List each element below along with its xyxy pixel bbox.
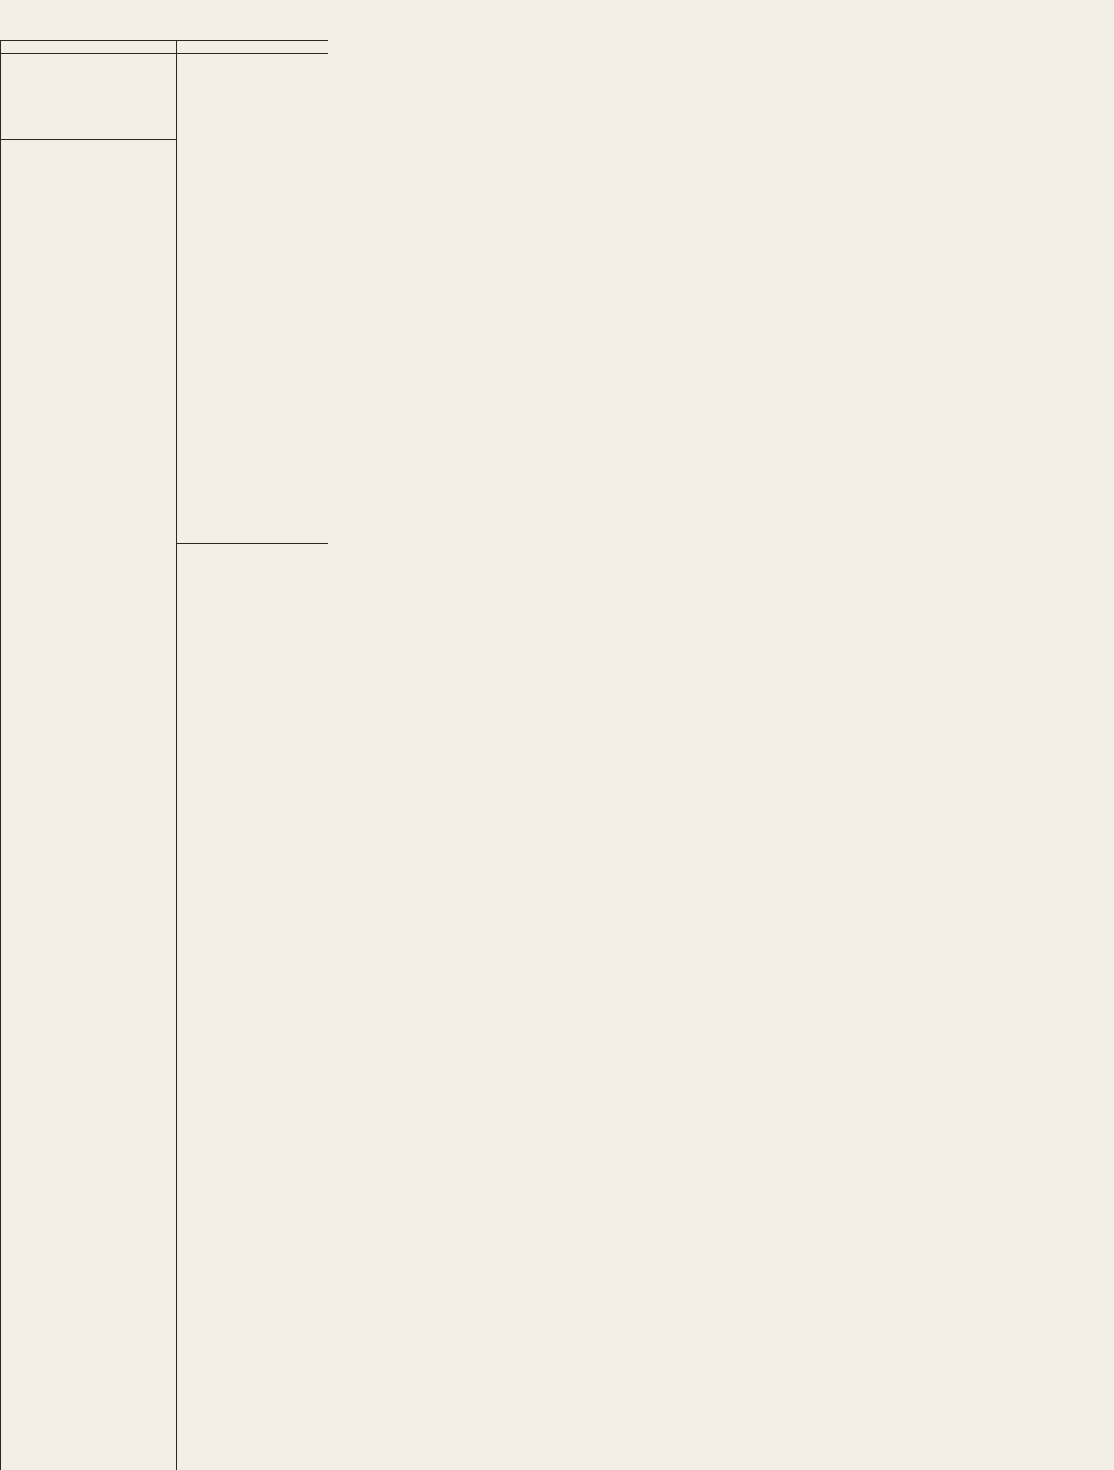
column-header bbox=[177, 40, 328, 54]
column-header bbox=[1, 40, 176, 54]
masthead bbox=[0, 0, 1114, 40]
column-drapery-2 bbox=[176, 40, 328, 1470]
divider bbox=[177, 543, 328, 544]
column-drapery-1 bbox=[0, 40, 176, 1470]
masthead-top bbox=[0, 0, 1114, 12]
divider bbox=[1, 139, 176, 140]
